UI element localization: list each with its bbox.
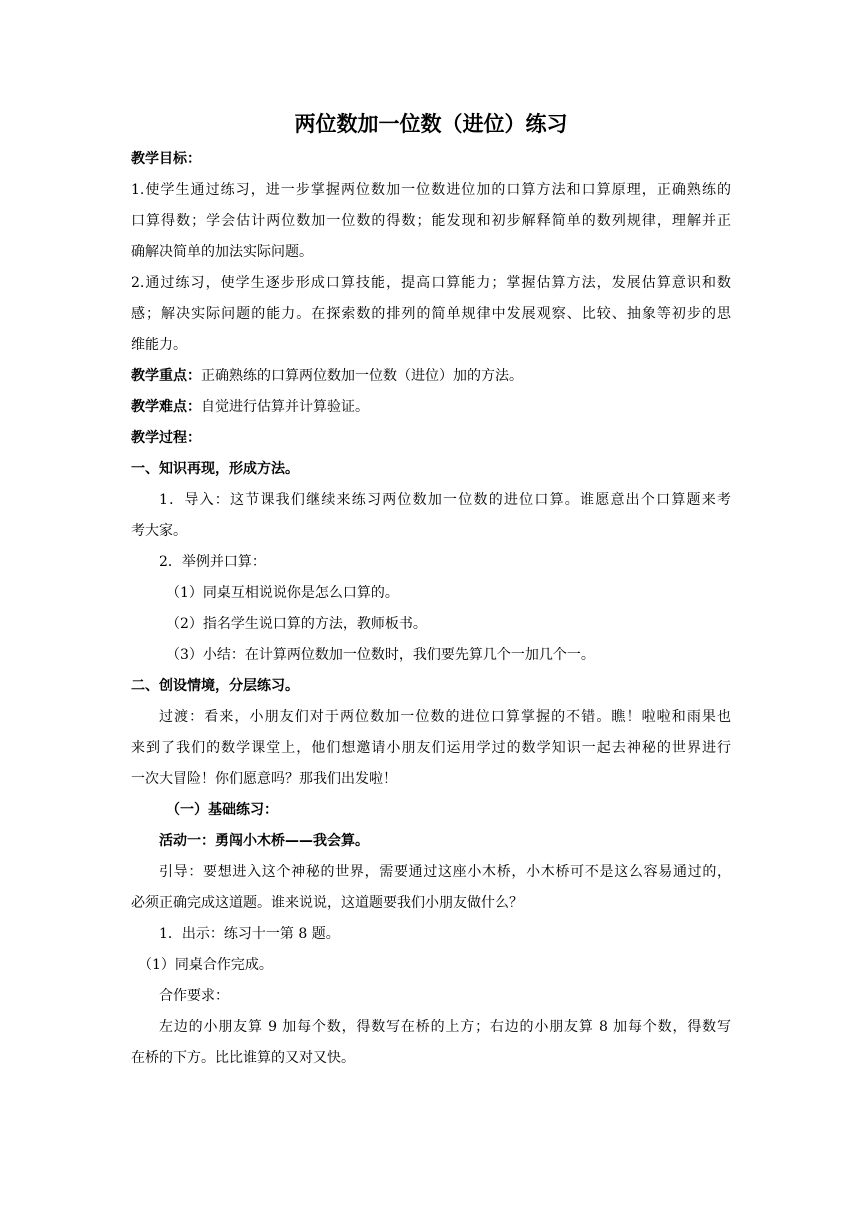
activity-1-heading: 活动一：勇闯小木桥——我会算。 — [159, 833, 369, 849]
section-2-transition-line-3: 一次大冒险！你们愿意吗？那我们出发啦！ — [131, 771, 397, 787]
objective-2-line-3: 维能力。 — [131, 337, 187, 353]
section-1-sub-3: （3）小结：在计算两位数加一位数时，我们要先算几个一加几个一。 — [166, 647, 595, 663]
key-point — [131, 361, 731, 392]
objective-1-line-2: 口算得数；学会估计两位数加一位数的得数；能发现和初步解释简单的数列规律，理解并正 — [131, 213, 731, 229]
exercise-show: 1．出示：练习十一第 8 题。 — [159, 926, 340, 942]
difficulty-label: 教学难点： — [131, 399, 201, 415]
section-2-heading: 二、创设情境，分层练习。 — [131, 678, 299, 694]
key-point-text: 正确熟练的口算两位数加一位数（进位）加的方法。 — [201, 368, 523, 384]
process-heading: 教学过程： — [131, 430, 201, 446]
objective-2-line-2: 感；解决实际问题的能力。在探索数的排列的简单规律中发展观察、比较、抽象等初步的思 — [131, 306, 731, 322]
section-2-transition-line-1: 过渡：看来，小朋友们对于两位数加一位数的进位口算掌握的不错。瞧！啦啦和雨果也 — [159, 709, 731, 725]
difficulty-text: 自觉进行估算并计算验证。 — [201, 399, 369, 415]
section-1-heading: 一、知识再现，形成方法。 — [131, 461, 299, 477]
objective-1-line-3: 确解决简单的加法实际问题。 — [131, 244, 313, 260]
section-1-step-2: 2．举例并口算： — [159, 554, 266, 570]
document-body — [131, 104, 731, 1074]
basic-practice-heading: （一）基础练习： — [166, 802, 278, 818]
section-2-transition-line-2: 来到了我们的数学课堂上，他们想邀请小朋友们运用学过的数学知识一起去神秘的世界进行 — [131, 740, 731, 756]
objectives-heading: 教学目标： — [131, 151, 201, 167]
objective-2-line-1: 2.通过练习，使学生逐步形成口算技能，提高口算能力；掌握估算方法，发展估算意识和数 — [131, 275, 731, 291]
difficulty — [131, 392, 731, 423]
section-1-sub-1: （1）同桌互相说说你是怎么口算的。 — [166, 585, 399, 601]
section-1-intro-line-2: 考大家。 — [131, 523, 187, 539]
requirements-label: 合作要求： — [159, 988, 229, 1004]
requirements-line-1: 左边的小朋友算 9 加每个数，得数写在桥的上方；右边的小朋友算 8 加每个数，得数写 — [159, 1019, 731, 1035]
requirements-line-2: 在桥的下方。比比谁算的又对又快。 — [131, 1050, 355, 1066]
section-1-intro-line-1: 1．导入：这节课我们继续来练习两位数加一位数的进位口算。谁愿意出个口算题来考 — [159, 492, 731, 508]
objective-1-line-1: 1.使学生通过练习，进一步掌握两位数加一位数进位加的口算方法和口算原理，正确熟练的 — [131, 182, 731, 198]
key-point-label: 教学重点： — [131, 368, 201, 384]
document-title: 两位数加一位数（进位）练习 — [294, 112, 568, 136]
section-1-sub-2: （2）指名学生说口算的方法，教师板书。 — [166, 616, 427, 632]
guide-line-2: 必须正确完成这道题。谁来说说，这道题要我们小朋友做什么？ — [131, 895, 523, 911]
guide-line-1: 引导：要想进入这个神秘的世界，需要通过这座小木桥，小木桥可不是这么容易通过的， — [159, 864, 731, 880]
pair-work: （1）同桌合作完成。 — [138, 957, 273, 973]
